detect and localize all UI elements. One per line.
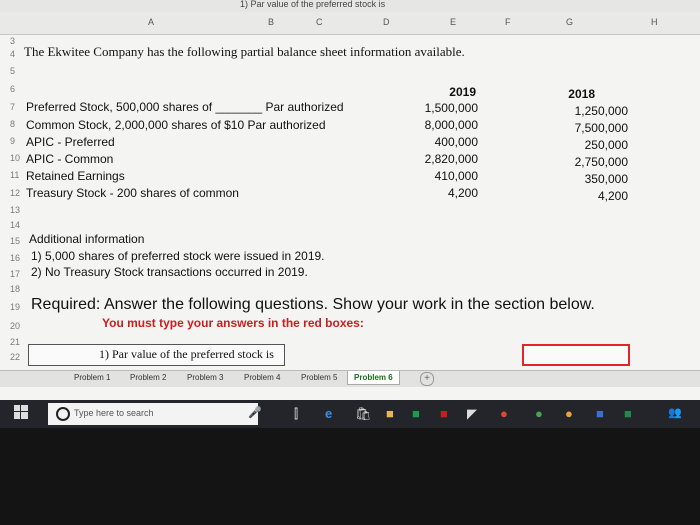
tab-problem-2[interactable]: Problem 2 xyxy=(130,373,167,382)
item-2019-value[interactable]: 2,820,000 xyxy=(424,152,478,166)
additional-heading[interactable]: Additional information xyxy=(29,232,145,246)
row-num-16[interactable]: 16 xyxy=(10,253,21,263)
intro-text[interactable]: The Ekwitee Company has the following partial balance sheet information available. xyxy=(24,44,465,59)
col-b-header[interactable]: B xyxy=(268,17,275,27)
item-2019-value[interactable]: 400,000 xyxy=(434,135,478,149)
tab-problem-4[interactable]: Problem 4 xyxy=(244,373,281,382)
red-box-instruction[interactable]: You must type your answers in the red boxes: xyxy=(102,316,364,330)
windows-taskbar xyxy=(0,400,700,428)
row-num-14[interactable]: 14 xyxy=(10,220,21,230)
monitor-bezel xyxy=(0,428,700,525)
row-num-10[interactable]: 10 xyxy=(10,153,21,163)
item-label[interactable]: Common Stock, 2,000,000 shares of $10 Par authorized xyxy=(26,118,326,132)
col-d-header[interactable]: D xyxy=(383,17,390,27)
app-l-icon[interactable]: ■ xyxy=(412,406,420,421)
col-c-header[interactable]: C xyxy=(316,17,323,27)
item-2018-value[interactable]: 7,500,000 xyxy=(574,121,628,135)
col-g-header[interactable]: G xyxy=(566,17,574,27)
file-explorer-icon[interactable]: ■ xyxy=(386,406,394,421)
row-num-21[interactable]: 21 xyxy=(10,337,21,347)
additional-line-1[interactable]: 1) 5,000 shares of preferred stock were issued in 2019. xyxy=(31,249,325,263)
tab-problem-5[interactable]: Problem 5 xyxy=(301,373,338,382)
microphone-icon[interactable]: 🎤 xyxy=(248,407,262,419)
app-o-icon[interactable]: ● xyxy=(565,406,573,421)
app-red-icon[interactable]: ■ xyxy=(440,406,448,421)
item-label[interactable]: Treasury Stock - 200 shares of common xyxy=(26,186,239,200)
item-label[interactable]: Retained Earnings xyxy=(26,169,125,183)
formula-text: 1) Par value of the preferred stock is xyxy=(240,0,386,9)
chrome-icon[interactable]: ● xyxy=(535,406,543,421)
column-header-row xyxy=(0,12,700,35)
item-2019-value[interactable]: 1,500,000 xyxy=(424,101,478,115)
additional-line-2[interactable]: 2) No Treasury Stock transactions occurred in 2019. xyxy=(31,265,308,279)
item-2018-value[interactable]: 2,750,000 xyxy=(574,155,628,169)
year-2019-header[interactable]: 2019 xyxy=(449,85,476,99)
row-num-6[interactable]: 6 xyxy=(10,84,16,94)
col-a-header[interactable]: A xyxy=(148,17,155,27)
word-icon[interactable]: ■ xyxy=(596,406,604,421)
item-2018-value[interactable]: 1,250,000 xyxy=(574,104,628,118)
task-view-icon[interactable]: ⫿ xyxy=(294,406,299,421)
item-label[interactable]: APIC - Preferred xyxy=(26,135,115,149)
item-2018-value[interactable]: 250,000 xyxy=(584,138,628,152)
item-2018-value[interactable]: 350,000 xyxy=(584,172,628,186)
row-num-5[interactable]: 5 xyxy=(10,66,16,76)
col-h-header[interactable]: H xyxy=(651,17,658,27)
windows-start-icon[interactable] xyxy=(14,405,28,422)
people-icon[interactable]: 👥 xyxy=(668,407,682,419)
app-orange-icon[interactable]: ● xyxy=(500,406,508,421)
col-f-header[interactable]: F xyxy=(505,17,511,27)
row-num-13[interactable]: 13 xyxy=(10,205,21,215)
store-icon[interactable]: 🛍 xyxy=(355,406,372,421)
edge-icon[interactable]: e xyxy=(325,406,333,421)
row-num-3[interactable]: 3 xyxy=(10,36,16,46)
excel-icon[interactable]: ■ xyxy=(624,406,632,421)
col-e-header[interactable]: E xyxy=(450,17,457,27)
row-num-15[interactable]: 15 xyxy=(10,236,21,246)
year-2018-header[interactable]: 2018 xyxy=(568,87,595,101)
row-num-12[interactable]: 12 xyxy=(10,188,21,198)
formula-strip xyxy=(0,0,700,12)
item-2019-value[interactable]: 4,200 xyxy=(447,186,478,200)
tab-problem-1[interactable]: Problem 1 xyxy=(74,373,111,382)
app-dark-icon[interactable]: ◤ xyxy=(467,406,477,421)
row-num-9[interactable]: 9 xyxy=(10,136,16,146)
question-1-cell[interactable] xyxy=(28,344,285,366)
item-label[interactable]: Preferred Stock, 500,000 shares of _______ Par authorized xyxy=(26,100,344,114)
item-2019-value[interactable]: 8,000,000 xyxy=(424,118,478,132)
taskbar-search-box[interactable] xyxy=(48,403,258,425)
item-2018-value[interactable]: 4,200 xyxy=(597,189,628,203)
row-num-20[interactable]: 20 xyxy=(10,321,21,331)
row-num-4[interactable]: 4 xyxy=(10,49,16,59)
row-num-8[interactable]: 8 xyxy=(10,119,16,129)
item-2019-value[interactable]: 410,000 xyxy=(434,169,478,183)
tab-problem-3[interactable]: Problem 3 xyxy=(187,373,224,382)
tab-problem-6[interactable]: Problem 6 xyxy=(347,371,400,385)
row-num-7[interactable]: 7 xyxy=(10,102,16,112)
row-num-11[interactable]: 11 xyxy=(10,170,20,180)
sheet-tab-bar xyxy=(0,370,700,387)
answer-1-red-box[interactable] xyxy=(522,344,630,366)
add-sheet-button[interactable]: + xyxy=(420,372,434,386)
required-text[interactable]: Required: Answer the following questions. Show your work in the section below. xyxy=(31,296,595,313)
item-label[interactable]: APIC - Common xyxy=(26,152,114,166)
search-icon xyxy=(56,407,70,421)
row-num-18[interactable]: 18 xyxy=(10,284,21,294)
question-1-text: 1) Par value of the preferred stock is xyxy=(99,347,274,361)
row-num-22[interactable]: 22 xyxy=(10,352,21,362)
row-num-19[interactable]: 19 xyxy=(10,302,21,312)
row-num-17[interactable]: 17 xyxy=(10,269,21,279)
search-placeholder: Type here to search xyxy=(74,408,154,418)
